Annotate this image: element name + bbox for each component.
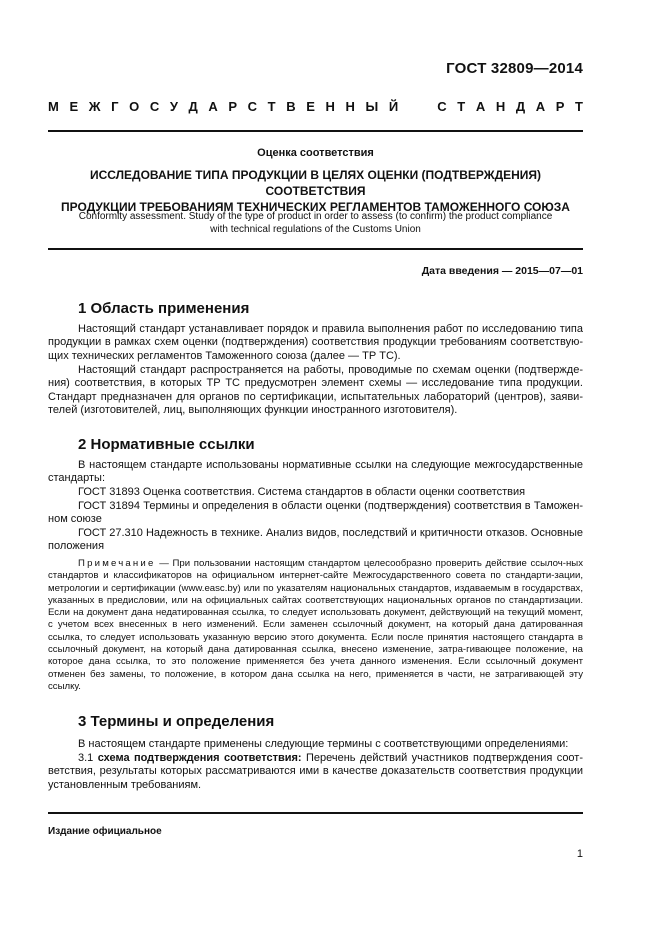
top-rule — [48, 130, 583, 132]
section-3-paragraph-1 — [48, 738, 583, 751]
banner-letter: Т — [457, 99, 466, 114]
banner-letter: Н — [325, 99, 335, 114]
section-1-paragraph-2 — [48, 364, 583, 418]
term-number: 3.1 — [78, 752, 94, 764]
banner-letter: Р — [555, 99, 565, 114]
section-3-heading: 3 Термины и определения — [78, 713, 275, 730]
term-name: схема подтверждения соответствия: — [97, 752, 302, 764]
section-3-paragraph-1-text: В настоящем стандарте применены следующие термины с соответствующими определениями: — [78, 738, 569, 750]
banner-letter: Е — [69, 99, 79, 114]
banner-letter: Е — [306, 99, 315, 114]
category-title: Оценка соответствия — [257, 147, 374, 159]
term-definition-text: Перечень действий участников подтверждения соот-ветствия, результаты которых рассматриваются ими в качестве доказательств соответствия продукции установленным требованиям. — [48, 752, 584, 791]
term-definition — [48, 752, 583, 792]
document-title — [48, 167, 583, 215]
english-title-line-2: with technical regulations of the Customs Union — [210, 224, 421, 235]
banner-letter: Й — [388, 99, 399, 114]
title-rule — [48, 248, 583, 250]
section-1-paragraph-1-text: Настоящий стандарт устанавливает порядок и правила выполнения работ по исследованию типа продукции в рамках схем оценки (подтверждения) соответствия продукции требованиям соответствую-щих технических регламентов Таможенного союза (далее — ТР ТС). — [48, 323, 583, 362]
section-1-heading: 1 Область применения — [78, 300, 250, 317]
banner-letter: Д — [515, 99, 526, 114]
banner-letter: Д — [188, 99, 198, 114]
banner-letter: С — [247, 99, 258, 114]
reference-text: ГОСТ 31894 Термины и определения в области оценки (подтверждения) соответствия в Таможен-ном союзе — [48, 500, 583, 526]
reference-text: ГОСТ 27.310 Надежность в технике. Анализ видов, последствий и критичности отказов. Основные положения — [48, 527, 583, 553]
introduction-date: Дата введения — 2015—07—01 — [421, 265, 583, 277]
standard-type-banner — [48, 99, 583, 114]
banner-letter: Т — [267, 99, 276, 114]
banner-letter: Н — [345, 99, 355, 114]
banner-letter: Ж — [88, 99, 101, 114]
reference-text: ГОСТ 31893 Оценка соответствия. Система стандартов в области оценки соответствия — [78, 486, 526, 498]
section-2-paragraph-1 — [48, 459, 583, 486]
banner-letter: С — [149, 99, 160, 114]
banner-letter: А — [208, 99, 218, 114]
banner-letter: Г — [111, 99, 119, 114]
banner-letter: В — [286, 99, 296, 114]
note-text: — При пользовании настоящим стандартом целесообразно проверить действие ссылоч-ных стандартов и классификаторов на официальном интернет-сайте Межгосударственного совета по стандарти-зации, метрологии и сертификации (www.easc.by) или по указателям национальных стандартов, издаваемым в государствах, указанных в предисловии, или на официальных сайтах соответствующих национальных органов по стандартизации. Если на документ дана недатированная ссылка, то следует использовать документ, действующий на текущий момент, с учетом всех внесенных в него изменений. Если заменен ссылочный документ, на который дана датированная ссылка, то следует использовать указанную версию этого документа. Если после принятия настоящего стандарта в ссылочный документ, на который дана датированная ссылка, внесено изменение, затра-гивающее положение, на которое дана ссылка, то это положение применяется без учета данного изменения. Если ссылочный документ отменен без замены, то положение, в котором дана ссылка на него, применяется в части, не затрагивающей эту ссылку. — [48, 558, 583, 692]
banner-letter: Н — [495, 99, 506, 114]
english-title — [60, 210, 571, 236]
banner-letter: О — [129, 99, 140, 114]
document-title-line-2: ПРОДУКЦИИ ТРЕБОВАНИЯМ ТЕХНИЧЕСКИХ РЕГЛАМЕНТОВ ТАМОЖЕННОГО СОЮЗА — [61, 200, 570, 214]
banner-letter: У — [169, 99, 178, 114]
note-label: Примечание — [78, 558, 156, 569]
reference-item — [48, 486, 583, 499]
reference-item — [48, 527, 583, 554]
banner-letter: М — [48, 99, 59, 114]
document-title-line-1: ИССЛЕДОВАНИЕ ТИПА ПРОДУКЦИИ В ЦЕЛЯХ ОЦЕНКИ (ПОДТВЕРЖДЕНИЯ) СООТВЕТСТВИЯ — [89, 168, 542, 198]
banner-letter: Ы — [365, 99, 379, 114]
standard-number: ГОСТ 32809—2014 — [446, 60, 583, 77]
banner-letter: А — [475, 99, 486, 114]
banner-letter: А — [535, 99, 546, 114]
footer-rule — [48, 812, 583, 814]
banner-letter — [409, 99, 413, 114]
section-2-heading: 2 Нормативные ссылки — [78, 436, 255, 453]
official-edition-label: Издание официальное — [48, 826, 162, 837]
banner-letter — [423, 99, 427, 114]
reference-item — [48, 500, 583, 527]
section-2-paragraph-1-text: В настоящем стандарте использованы нормативные ссылки на следующие межгосударственные стандарты: — [48, 459, 583, 485]
english-title-line-1: Conformity assessment. Study of the type of product in order to assess (to confirm) the product compliance — [78, 211, 553, 222]
section-1-paragraph-1 — [48, 323, 583, 363]
banner-letter: Т — [575, 99, 583, 114]
note-block — [48, 558, 583, 693]
section-1-paragraph-2-text: Настоящий стандарт распространяется на работы, проводимые по схемам оценки (подтвержде-ния) соответствия, в которых ТР ТС предусмотрен элемент схемы — исследование типа продукции. Стандарт предназначен для органов по сертификации, испытательных лабораторий (центров), заяви-телей (изготовителей, лиц, выполняющих функции иностранного изготовителя). — [48, 364, 583, 417]
page-number: 1 — [576, 848, 583, 860]
banner-letter: С — [437, 99, 447, 114]
banner-letter: Р — [228, 99, 238, 114]
